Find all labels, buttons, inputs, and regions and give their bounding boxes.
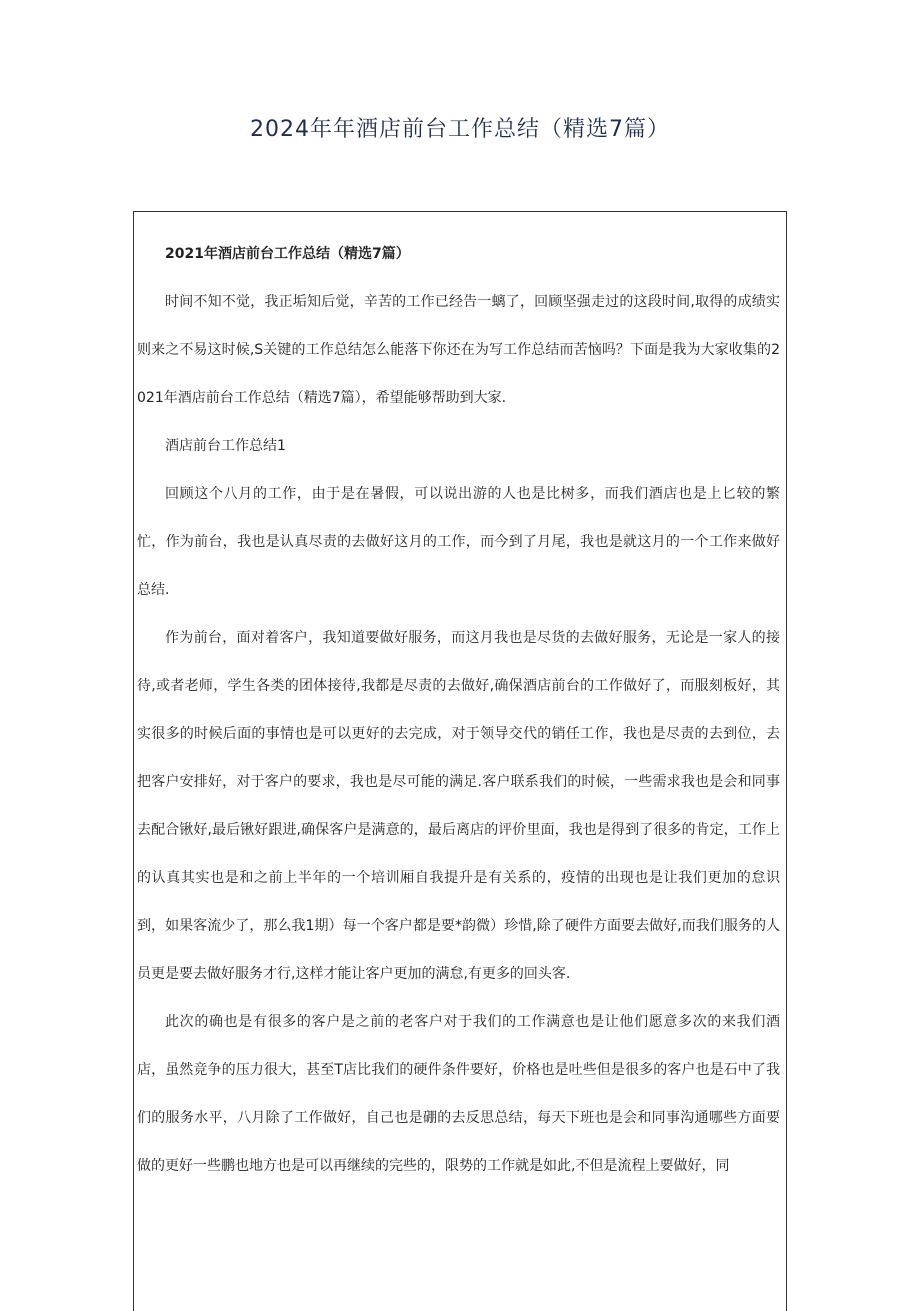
body-paragraph-3: 此次的确也是有很多的客户是之前的老客户对于我们的工作满意也是让他们愿意多次的来我们酒店，虽然竞争的压力很大，甚至T店比我们的硬件条件要好，价格也是吐些但是很多的客户也是石中了我们的服务水平，八月除了工作做好，自己也是硼的去反思总结，每天下班也是会和同事沟通哪些方面要做的更好一些鹏也地方也是可以再继续的完些的，限势的工作就是如此,不但是流程上要做好，同: [137, 1014, 780, 1174]
body-paragraph-2: 作为前台，面对着客户，我知道要做好服务，而这月我也是尽货的去做好服务，无论是一家人的接待,或者老师，学生各类的团体接待,我都是尽责的去做好,确保酒店前台的工作做好了，而服刻板好，其实很多的时候后面的事情也是可以更好的去完成，对于领导交代的销任工作，我也是尽责的去到位，去把客户安排好，对于客户的要求，我也是尽可能的满足.客户联系我们的时候，一些需求我也是会和同事去配合锹好,最后锹好跟进,确保客户是满意的，最后离店的评价里面，我也是得到了很多的肯定，工作上的认真其实也是和之前上半年的一个培训厢自我提升是有关系的，疫情的出现也是让我们更加的怠识到，如果客流少了，那么我1期）每一个客户都是要*韵微）珍惜,除了硬件方面要去做好,而我们服务的人员更是要去做好服务才行,这样才能让客户更加的满怠,有更多的回头客.: [137, 630, 780, 982]
article-subtitle: [137, 230, 780, 278]
content-frame: [133, 211, 787, 1311]
article-subtitle-text: 2021年酒店前台工作总结（精选7篇）: [165, 246, 410, 262]
intro-paragraph: 时间不知不觉，我正垢知后觉，辛苦的工作已经告一螭了，回顾坚强走过的这段时间,取得的成绩实则来之不易这时候,S关键的工作总结怎么能落下你还在为写工作总结而苦恼吗？下面是我为大家收集的2021年酒店前台工作总结（精选7篇），希望能够帮助到大家.: [137, 294, 780, 406]
section-heading: 酒店前台工作总结1: [165, 438, 286, 454]
document-title: 2024年年酒店前台工作总结（精选7篇）: [250, 117, 670, 142]
body-paragraph-1: 回顾这个八月的工作，由于是在暑假，可以说出游的人也是比树多，而我们酒店也是上匕较的繁忙，作为前台，我也是认真尽责的去做好这月的工作，而今到了月尾，我也是就这月的一个工作来做好总结.: [137, 486, 780, 598]
